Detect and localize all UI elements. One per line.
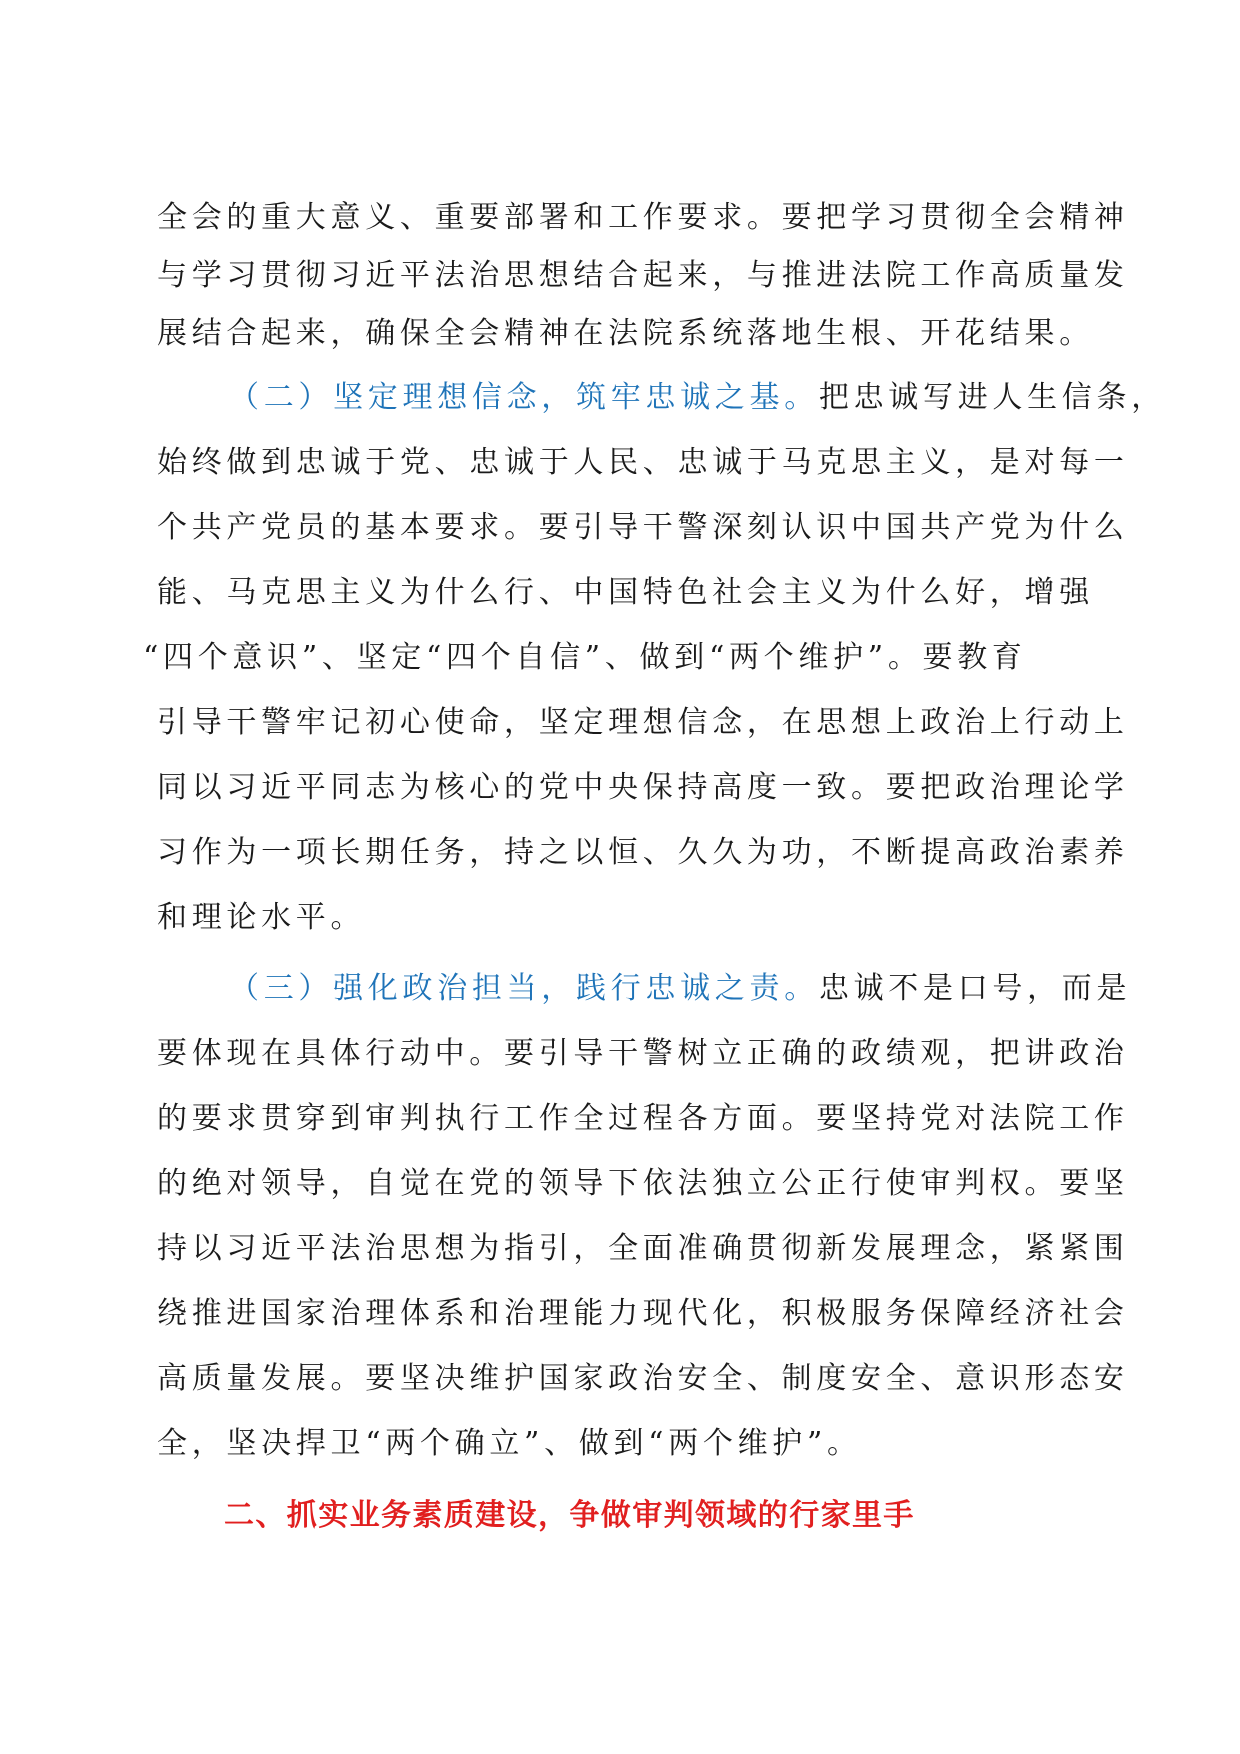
body-line: 要体现在具体行动中。要引导干警树立正确的政绩观，把讲政治 <box>157 1036 1129 1071</box>
body-line: 绕推进国家治理体系和治理能力现代化，积极服务保障经济社会 <box>157 1296 1129 1331</box>
body-line: “四个意识”、坚定“四个自信”、做到“两个维护”。要教育 <box>143 640 1027 675</box>
body-line: 始终做到忠诚于党、忠诚于人民、忠诚于马克思主义，是对每一 <box>157 445 1129 480</box>
subheading-2: （二）坚定理想信念，筑牢忠诚之基。 <box>229 380 819 415</box>
body-line: 的要求贯穿到审判执行工作全过程各方面。要坚持党对法院工作 <box>157 1101 1129 1136</box>
paragraph-first-line <box>229 969 1131 1009</box>
body-line: 能、马克思主义为什么行、中国特色社会主义为什么好，增强 <box>157 575 1094 610</box>
body-line: 持以习近平法治思想为指引，全面准确贯彻新发展理念，紧紧围 <box>157 1231 1129 1266</box>
body-text: 把忠诚写进人生信条， <box>818 380 1166 415</box>
paragraph-first-line <box>229 378 1166 418</box>
subheading-3: （三）强化政治担当，践行忠诚之责。 <box>229 971 819 1006</box>
body-line: 全，坚决捍卫“两个确立”、做到“两个维护”。 <box>157 1426 862 1461</box>
body-line: 高质量发展。要坚决维护国家政治安全、制度安全、意识形态安 <box>157 1361 1129 1396</box>
body-line: 个共产党员的基本要求。要引导干警深刻认识中国共产党为什么 <box>157 510 1129 545</box>
section-heading: 二、抓实业务素质建设，争做审判领域的行家里手 <box>224 1498 915 1533</box>
body-line: 引导干警牢记初心使命，坚定理想信念，在思想上政治上行动上 <box>157 705 1129 740</box>
body-text: 忠诚不是口号，而是 <box>818 971 1132 1006</box>
body-line: 全会的重大意义、重要部署和工作要求。要把学习贯彻全会精神 <box>157 200 1129 235</box>
body-line: 同以习近平同志为核心的党中央保持高度一致。要把政治理论学 <box>157 770 1129 805</box>
body-line: 展结合起来，确保全会精神在法院系统落地生根、开花结果。 <box>157 316 1094 351</box>
body-line: 的绝对领导，自觉在党的领导下依法独立公正行使审判权。要坚 <box>157 1166 1129 1201</box>
body-line: 习作为一项长期任务，持之以恒、久久为功，不断提高政治素养 <box>157 835 1129 870</box>
body-line: 与学习贯彻习近平法治思想结合起来，与推进法院工作高质量发 <box>157 258 1129 293</box>
body-line: 和理论水平。 <box>157 900 366 935</box>
